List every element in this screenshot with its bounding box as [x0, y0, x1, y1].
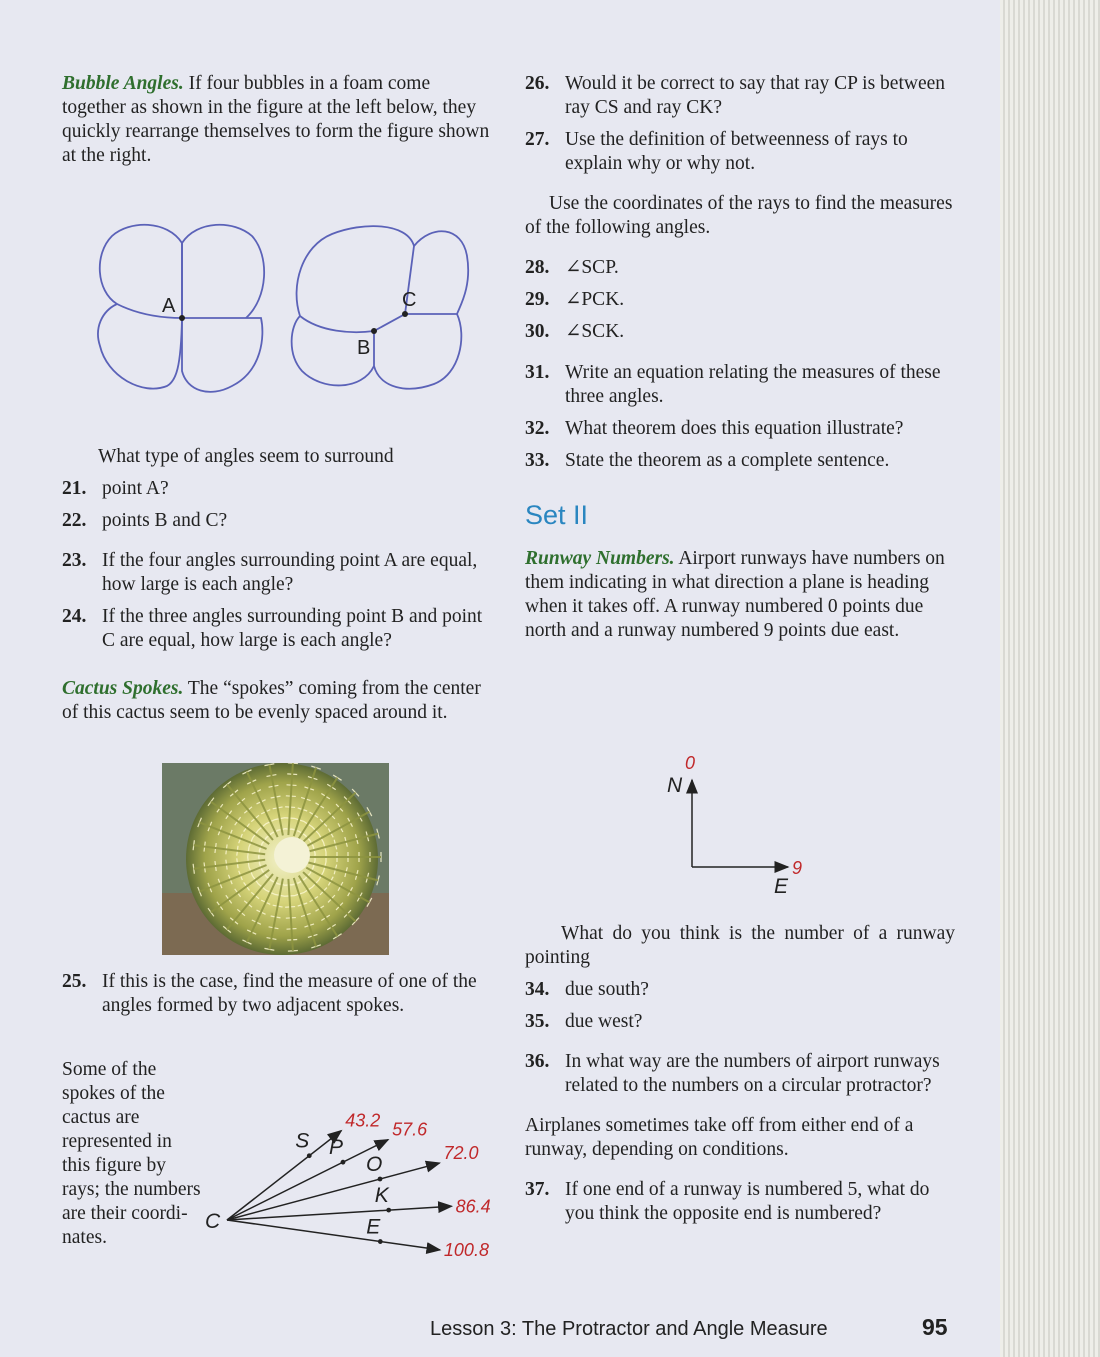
bubble-angles-paragraph	[62, 72, 490, 168]
question-22: 22. points B and C?	[62, 510, 228, 531]
vertex-label: C	[205, 1210, 221, 1233]
question-29: 29. ∠PCK.	[525, 289, 625, 310]
ray-figure	[205, 1050, 505, 1280]
east-number: 9	[792, 858, 803, 878]
runway-lead: Runway Numbers.	[525, 548, 675, 569]
question-35: 35. due west?	[525, 1011, 643, 1032]
question-31: 31. Write an equation relating the measures of these three angles.	[525, 362, 941, 407]
compass-diagram	[660, 750, 820, 900]
ray-label-s: S	[295, 1129, 310, 1153]
question-27: 27. Use the definition of betweenness of rays to explain why or why not.	[525, 129, 908, 174]
cactus-spokes-lead: Cactus Spokes.	[62, 678, 184, 699]
airplanes-text: Airplanes sometimes take off from either end of a runway, depending on conditions.	[525, 1115, 914, 1160]
spokes-text-block	[62, 1058, 202, 1250]
page-edge	[1000, 0, 1100, 1357]
left-column	[62, 72, 490, 725]
cactus-image	[162, 763, 389, 955]
question-24: 24. If the three angles surrounding point B and point C are equal, how large is each angle?	[62, 606, 483, 651]
questions-21-24	[62, 477, 490, 653]
surround-prompt: What type of angles seem to surround	[98, 446, 394, 467]
label-c: C	[402, 289, 417, 311]
set-ii-heading: Set II	[525, 500, 589, 530]
ray-point-e	[378, 1239, 383, 1244]
ray-coord-p: 57.6	[392, 1119, 428, 1140]
ray-coord-o: 72.0	[443, 1143, 479, 1164]
lesson-footer-title: Lesson 3: The Protractor and Angle Measure	[430, 1318, 828, 1340]
point-a-dot	[179, 315, 185, 321]
east-label: E	[774, 875, 789, 898]
question-30: 30. ∠SCK.	[525, 321, 625, 342]
label-a: A	[162, 295, 176, 317]
label-b: B	[357, 337, 371, 359]
q25-block	[62, 970, 490, 1018]
ray-point-s	[307, 1153, 312, 1158]
right-lower	[525, 922, 955, 1226]
ray-point-o	[378, 1177, 383, 1182]
point-b-dot	[371, 328, 377, 334]
question-33: 33. State the theorem as a complete sentence.	[525, 450, 890, 471]
coord-intro: Use the coordinates of the rays to find the measures of the following angles.	[525, 193, 953, 238]
ray-coord-s: 43.2	[345, 1110, 381, 1131]
ray-k	[227, 1206, 452, 1220]
cactus-spokes-text: The “spokes” coming from the center of this cactus seem to be evenly spaced around it.	[62, 678, 481, 723]
spokes-text: Some of the spokes of the cactus are represented in this figure by rays; the numbers are their coordi-nates.	[62, 1059, 201, 1248]
ray-label-p: P	[328, 1136, 343, 1160]
bubble-figure	[62, 206, 490, 416]
bubble-angles-lead: Bubble Angles.	[62, 73, 184, 94]
ray-point-p	[341, 1160, 346, 1165]
question-21: 21. point A?	[62, 478, 169, 499]
page-number: 95	[922, 1314, 948, 1340]
ray-coord-k: 86.4	[455, 1196, 491, 1217]
cactus-photo	[162, 763, 389, 955]
north-number: 0	[685, 753, 696, 773]
bubble-angles-text: If four bubbles in a foam come together as shown in the figure at the left below, they quickly rearrange themselves to form the figure shown at the right.	[62, 73, 490, 166]
question-37: 37. If one end of a runway is numbered 5, what do you think the opposite end is numbered?	[525, 1179, 930, 1224]
ray-label-o: O	[366, 1153, 383, 1177]
question-32: 32. What theorem does this equation illustrate?	[525, 418, 904, 439]
question-26: 26. Would it be correct to say that ray CP is between ray CS and ray CK?	[525, 73, 946, 118]
question-36: 36. In what way are the numbers of airport runways related to the numbers on a circular protractor?	[525, 1051, 940, 1096]
think-prompt: What do you think is the number of a runway pointing	[525, 923, 955, 968]
question-25: 25. If this is the case, find the measure of one of the angles formed by two adjacent spokes.	[62, 971, 477, 1016]
runway-paragraph	[525, 547, 955, 643]
ray-label-e: E	[366, 1215, 381, 1239]
right-column	[525, 72, 955, 643]
ray-coord-e: 100.8	[443, 1239, 489, 1260]
ray-point-k	[386, 1208, 391, 1213]
question-34: 34. due south?	[525, 979, 649, 1000]
question-28: 28. ∠SCP.	[525, 257, 619, 278]
ray-s	[227, 1131, 341, 1220]
ray-e	[227, 1220, 440, 1250]
ray-label-k: K	[374, 1184, 389, 1208]
runway-text: Airport runways have numbers on them indicating in what direction a plane is heading when it takes off. A runway numbered 0 points due north and a runway numbered 9 points due east.	[525, 548, 945, 641]
cactus-spokes-paragraph	[62, 677, 490, 725]
question-23: 23. If the four angles surrounding point A are equal, how large is each angle?	[62, 550, 478, 595]
point-c-dot	[402, 311, 408, 317]
north-label: N	[667, 774, 683, 797]
ray-o	[227, 1163, 440, 1220]
